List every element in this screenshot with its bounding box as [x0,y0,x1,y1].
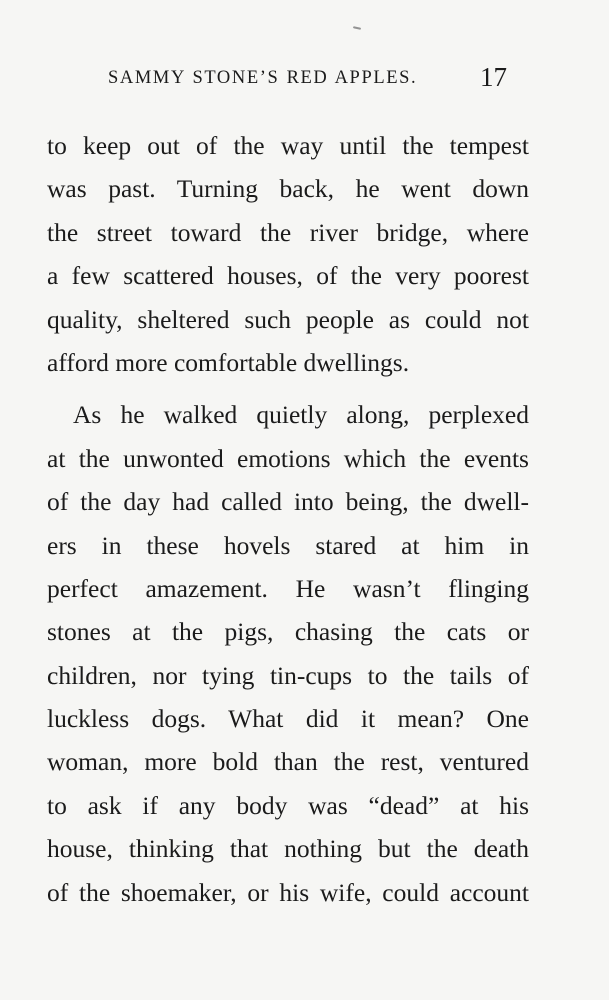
text-line: at the unwonted emotions which the events [47,443,529,473]
page-number: 17 [480,62,507,92]
text-line: As he walked quietly along, perplexed [73,400,529,430]
paragraph-gap [47,384,529,393]
running-title: SAMMY STONE’S RED APPLES. [108,68,418,88]
text-line: house, thinking that nothing but the death [47,834,529,864]
print-speck [353,26,361,30]
text-line: the street toward the river bridge, where [47,217,529,247]
running-head [0,64,609,100]
body-text [47,124,529,914]
text-line: afford more comfortable dwellings. [47,347,410,377]
text-line: of the shoemaker, or his wife, could account [47,877,529,907]
text-line: ers in these hovels stared at him in [47,530,529,560]
text-line: luckless dogs. What did it mean? One [47,704,529,734]
text-line: was past. Turning back, he went down [47,174,529,204]
text-line: woman, more bold than the rest, ventured [47,747,529,777]
text-line: perfect amazement. He wasn’t flinging [47,573,529,603]
text-line: children, nor tying tin-cups to the tails of [47,660,529,690]
text-line: to keep out of the way until the tempest [47,131,529,160]
paragraph [47,124,529,384]
text-line: a few scattered houses, of the very poorest [47,261,529,291]
text-line: to ask if any body was “dead” at his [47,790,529,820]
text-line: stones at the pigs, chasing the cats or [47,617,529,647]
text-line: of the day had called into being, the dwell- [47,487,529,517]
paragraph [47,393,529,914]
text-line: quality, sheltered such people as could not [47,304,529,334]
